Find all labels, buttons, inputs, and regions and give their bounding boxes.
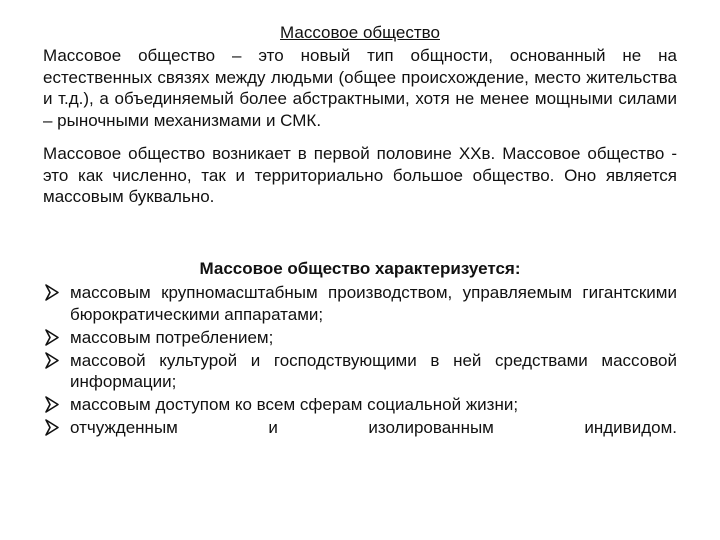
arrow-bullet-icon — [43, 327, 63, 348]
list-item-text: массовым крупномасштабным производством, управляемым гигантскими бюрократическими аппаратами; — [70, 283, 677, 324]
origin-paragraph: Массовое общество возникает в первой половине ХХв. Массовое общество - это как численно, так и территориально большое общество. Оно является массовым буквально. — [43, 144, 677, 206]
arrow-bullet-icon — [43, 394, 63, 415]
definition-paragraph: Массовое общество – это новый тип общности, основанный не на естественных связях между людьми (общее происхождение, место жительства и т.д.), а объединяемый более абстрактными, хотя не менее мощными силами – рыночными механизмами и СМК. — [43, 46, 677, 130]
arrow-bullet-icon — [43, 282, 63, 303]
list-item — [43, 417, 677, 439]
arrow-bullet-icon — [43, 350, 63, 371]
list-item-text: массовым потреблением; — [70, 327, 274, 347]
list-item — [43, 327, 677, 349]
list-item — [43, 350, 677, 393]
list-item-text: отчужденным и изолированным индивидом. — [70, 418, 677, 437]
list-item — [43, 394, 677, 416]
characteristics-list — [43, 282, 677, 440]
characteristics-heading: Массовое общество характеризуется: — [199, 259, 521, 278]
page-title: Массовое общество — [280, 23, 440, 42]
list-item-text: массовой культурой и господствующими в ней средствами массовой информации; — [70, 350, 677, 391]
list-item-text: массовым доступом ко всем сферам социальной жизни; — [70, 395, 519, 414]
arrow-bullet-icon — [43, 417, 63, 438]
list-item — [43, 282, 677, 325]
